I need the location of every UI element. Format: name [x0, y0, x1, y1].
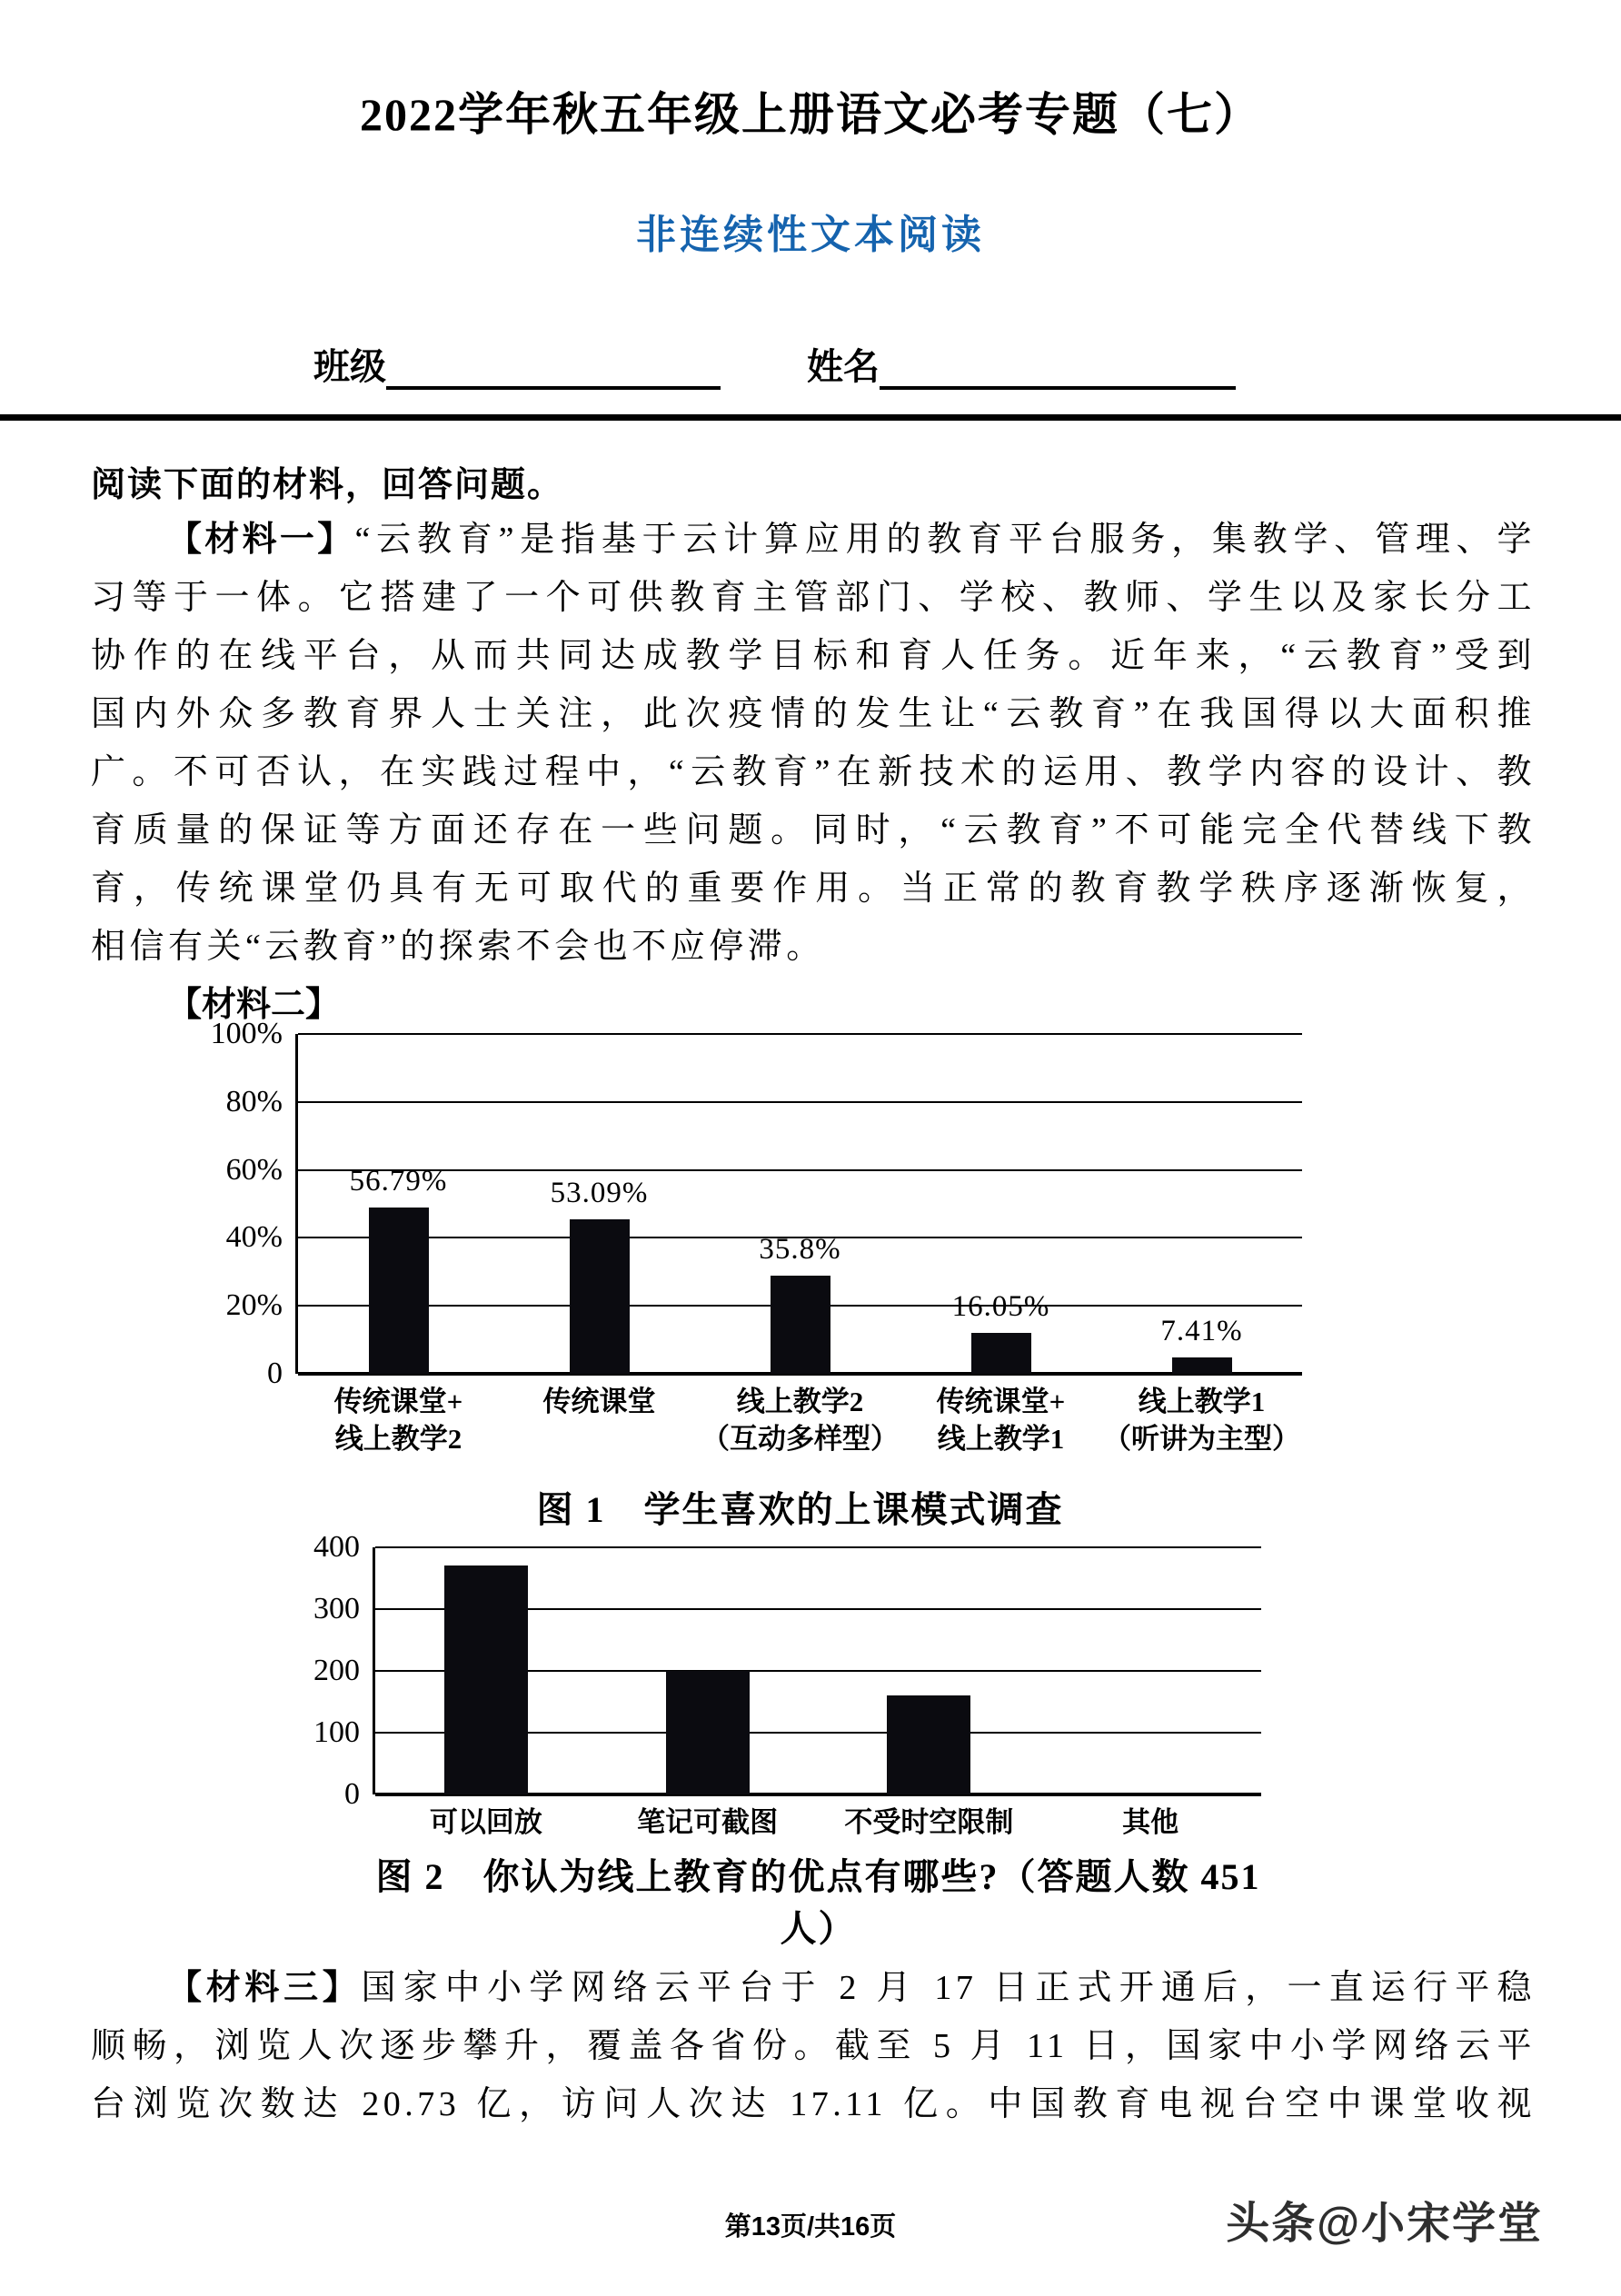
bar-slot	[1039, 1547, 1261, 1794]
x-tick-label: 传统课堂+ 线上教学2	[333, 1386, 463, 1455]
page-number: 第13页/共16页	[724, 2212, 897, 2241]
bar-slot	[819, 1547, 1040, 1794]
name-label: 姓名	[807, 347, 880, 387]
bars-layer	[375, 1547, 1261, 1794]
bar-slot	[1101, 1034, 1302, 1374]
material1-line-5: 广。不可否认，在实践过程中，“云教育”在新技术的运用、教学内容的设计、教	[91, 753, 1536, 791]
material1-line-8: 相信有关“云教育”的探索不会也不应停滞。	[91, 928, 825, 966]
chart-x-labels-1	[209, 1383, 1302, 1457]
plot-grid-1	[295, 1034, 1302, 1374]
bars-layer	[298, 1034, 1302, 1374]
bar-slot	[298, 1034, 499, 1374]
chart-y-axis-1	[209, 1017, 295, 1390]
x-tick-label: 其他	[1122, 1806, 1179, 1838]
material3-tag: 【材料三】	[167, 1969, 362, 2007]
material1-tag: 【材料一】	[167, 521, 355, 559]
material3-line-2: 顺畅，浏览人次逐步攀升，覆盖各省份。截至 5 月 11 日，国家中小学网络云平	[91, 2027, 1536, 2065]
bar-slot	[597, 1547, 819, 1794]
y-tick-label: 40%	[225, 1220, 283, 1255]
material3-line-1: 【材料三】国家中小学网络云平台于 2 月 17 日正式开通后，一直运行平稳	[167, 1969, 1536, 2007]
class-blank-line	[386, 346, 721, 390]
material1-line-3: 协作的在线平台，从而共同达成教学目标和育人任务。近年来，“云教育”受到	[91, 637, 1536, 675]
bar-value-label: 16.05%	[951, 1290, 1050, 1324]
y-tick-label: 20%	[225, 1288, 283, 1323]
y-tick-label: 300	[313, 1592, 360, 1625]
bar-5	[1172, 1357, 1232, 1374]
material2-tag: 【材料二】	[167, 986, 341, 1024]
material1-line-2: 习等于一体。它搭建了一个可供教育主管部门、学校、教师、学生以及家长分工	[91, 579, 1536, 617]
chart-y-axis-2	[264, 1530, 373, 1811]
y-tick-label: 0	[267, 1357, 283, 1390]
material1-paragraph	[91, 511, 1536, 976]
plot-grid-2	[373, 1547, 1261, 1794]
page-subtitle: 非连续性文本阅读	[636, 213, 985, 257]
instructions-heading: 阅读下面的材料，回答问题。	[91, 466, 564, 504]
figure-chart-2	[264, 1530, 1536, 1952]
y-tick-label: 100%	[210, 1017, 283, 1050]
material1-line-1: 【材料一】“云教育”是指基于云计算应用的教育平台服务，集教学、管理、学	[167, 521, 1536, 559]
bar-value-label: 35.8%	[759, 1232, 841, 1266]
header-divider	[0, 414, 1621, 421]
class-name-row	[313, 338, 1236, 390]
y-tick-label: 400	[313, 1530, 360, 1564]
class-label: 班级	[313, 347, 386, 387]
y-tick-label: 60%	[225, 1152, 283, 1187]
bar-slot	[499, 1034, 700, 1374]
page-title: 2022学年秋五年级上册语文必考专题（七）	[360, 89, 1261, 140]
page-content	[91, 460, 1536, 2133]
y-tick-label: 100	[313, 1715, 360, 1749]
bar-4	[971, 1333, 1031, 1374]
y-tick-label: 200	[313, 1654, 360, 1687]
x-tick-label: 传统课堂	[542, 1386, 656, 1417]
name-blank-line	[880, 346, 1236, 390]
x-tick-label: 可以回放	[429, 1806, 542, 1838]
material3-paragraph	[91, 1959, 1536, 2133]
bar-3	[887, 1695, 970, 1794]
y-tick-label: 80%	[225, 1084, 283, 1118]
bar-1	[444, 1565, 528, 1794]
x-tick-label: 传统课堂+ 线上教学1	[936, 1386, 1066, 1455]
chart-x-labels-2	[264, 1804, 1261, 1841]
bar-3	[771, 1276, 830, 1374]
bar-slot	[375, 1547, 597, 1794]
bar-value-label: 7.41%	[1160, 1315, 1243, 1348]
bar-2	[666, 1671, 750, 1794]
material3-line-3: 台浏览次数达 20.73 亿，访问人次达 17.11 亿。中国教育电视台空中课堂收视	[91, 2085, 1536, 2123]
bar-value-label: 56.79%	[349, 1164, 448, 1198]
x-tick-label: 笔记可截图	[637, 1806, 779, 1838]
x-tick-label: 不受时空限制	[844, 1806, 1014, 1838]
bar-slot	[700, 1034, 900, 1374]
watermark-text: 头条@小宋学堂	[1226, 2200, 1543, 2248]
chart-caption-2: 图 2 你认为线上教育的优点有哪些?（答题人数 451 人）	[375, 1856, 1261, 1949]
bar-2	[570, 1219, 630, 1374]
material1-line-7: 育，传统课堂仍具有无可取代的重要作用。当正常的教育教学秩序逐渐恢复，	[91, 870, 1536, 908]
bar-value-label: 53.09%	[550, 1176, 649, 1209]
x-tick-label: 线上教学2 （互动多样型）	[701, 1386, 899, 1455]
chart-plot-area-1	[209, 1017, 1536, 1390]
figure-chart-1	[209, 1017, 1536, 1533]
bar-slot	[900, 1034, 1101, 1374]
material1-line-4: 国内外众多教育界人士关注，此次疫情的发生让“云教育”在我国得以大面积推	[91, 695, 1536, 733]
y-tick-label: 0	[344, 1777, 360, 1811]
bar-1	[369, 1208, 429, 1374]
material1-line-6: 育质量的保证等方面还存在一些问题。同时，“云教育”不可能完全代替线下教	[91, 811, 1536, 850]
chart-plot-area-2	[264, 1530, 1536, 1811]
chart-caption-1: 图 1 学生喜欢的上课模式调查	[536, 1489, 1064, 1530]
x-tick-label: 线上教学1 （听讲为主型）	[1103, 1386, 1300, 1455]
